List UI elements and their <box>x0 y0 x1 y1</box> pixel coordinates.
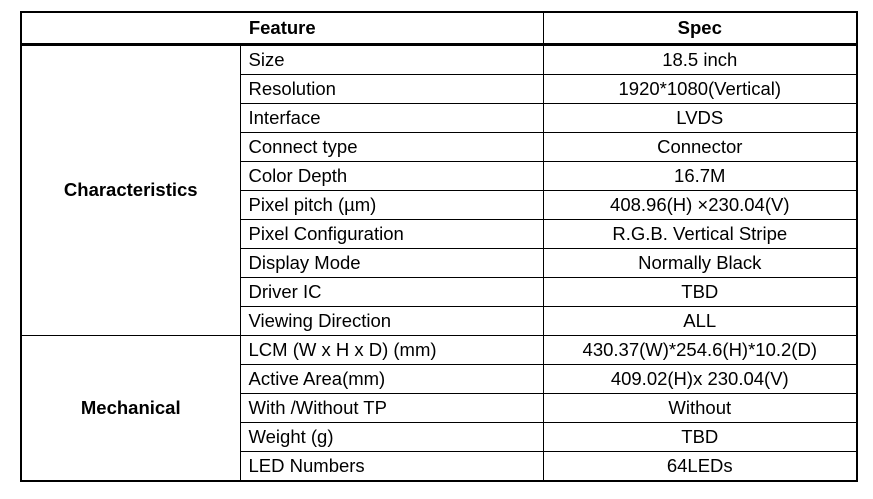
group-label: Characteristics <box>21 45 240 336</box>
feature-cell: Weight (g) <box>240 423 543 452</box>
feature-header: Feature <box>21 12 543 45</box>
spec-cell: 16.7M <box>543 162 857 191</box>
header-row <box>21 12 857 45</box>
feature-cell: Pixel pitch (µm) <box>240 191 543 220</box>
spec-table <box>20 11 858 482</box>
feature-cell: Size <box>240 45 543 75</box>
spec-cell: 18.5 inch <box>543 45 857 75</box>
spec-cell: LVDS <box>543 104 857 133</box>
table-row <box>21 45 857 75</box>
feature-cell: Connect type <box>240 133 543 162</box>
feature-cell: Color Depth <box>240 162 543 191</box>
feature-cell: Resolution <box>240 75 543 104</box>
feature-cell: LED Numbers <box>240 452 543 482</box>
spec-cell: 1920*1080(Vertical) <box>543 75 857 104</box>
spec-cell: ALL <box>543 307 857 336</box>
group-label: Mechanical <box>21 336 240 482</box>
spec-cell: R.G.B. Vertical Stripe <box>543 220 857 249</box>
feature-cell: Active Area(mm) <box>240 365 543 394</box>
spec-cell: Without <box>543 394 857 423</box>
spec-cell: 409.02(H)x 230.04(V) <box>543 365 857 394</box>
spec-cell: Connector <box>543 133 857 162</box>
feature-cell: With /Without TP <box>240 394 543 423</box>
spec-header: Spec <box>543 12 857 45</box>
spec-cell: 430.37(W)*254.6(H)*10.2(D) <box>543 336 857 365</box>
spec-cell: 64LEDs <box>543 452 857 482</box>
feature-cell: Interface <box>240 104 543 133</box>
spec-cell: 408.96(H) ×230.04(V) <box>543 191 857 220</box>
spec-cell: TBD <box>543 278 857 307</box>
spec-cell: Normally Black <box>543 249 857 278</box>
spec-cell: TBD <box>543 423 857 452</box>
feature-cell: Driver IC <box>240 278 543 307</box>
feature-cell: Pixel Configuration <box>240 220 543 249</box>
table-row <box>21 336 857 365</box>
feature-cell: Display Mode <box>240 249 543 278</box>
feature-cell: LCM (W x H x D) (mm) <box>240 336 543 365</box>
feature-cell: Viewing Direction <box>240 307 543 336</box>
